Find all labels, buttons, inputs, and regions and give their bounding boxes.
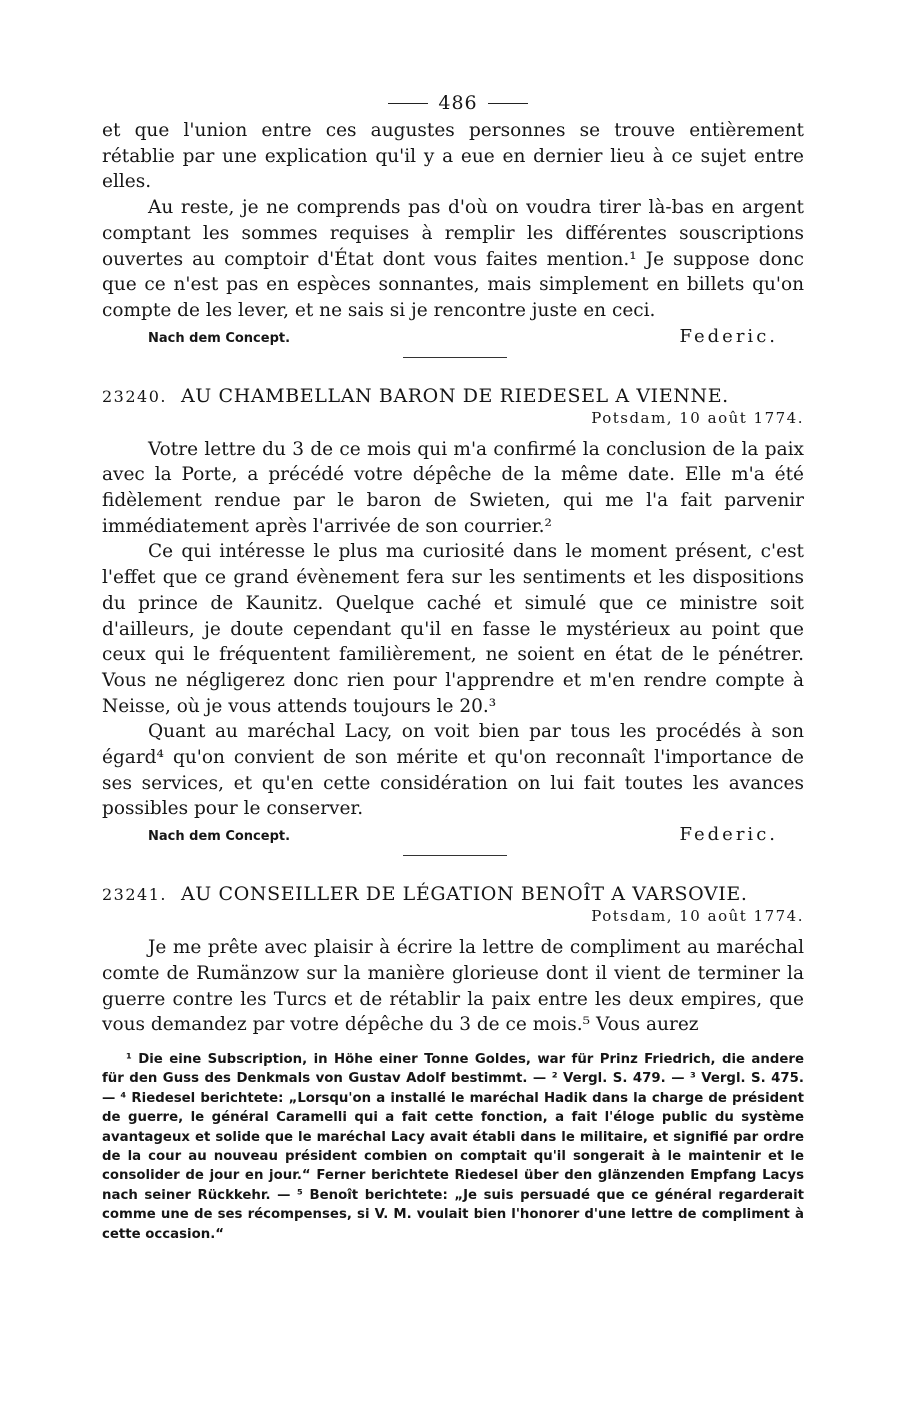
header-rule-right — [488, 103, 528, 104]
header-rule-left — [388, 103, 428, 104]
letter-dateline: Potsdam, 10 août 1774. — [591, 408, 804, 427]
letter-heading — [102, 883, 804, 905]
letter-paragraph: Votre lettre du 3 de ce mois qui m'a confirmé la conclusion de la paix avec la Porte, a précédé votre dépêche de la même date. Elle m'a été fidèlement rendue par le baron de Swieten, qui me l'a fait parvenir immédiatement après l'arrivée de son courrier.² — [102, 438, 804, 537]
page-header — [112, 88, 804, 118]
letter-title: AU CONSEILLER DE LÉGATION BENOÎT A VARSOVIE. — [180, 883, 748, 906]
letter-paragraph: Ce qui intéresse le plus ma curiosité dans le moment présent, c'est l'effet que ce grand évènement fera sur les sentiments et les dispositions du prince de Kaunitz. Quelque caché et simulé que ce ministre soit d'ailleurs, je doute cependant qu'il en fasse le mystérieux au point que ceux qui le fréquentent familièrement, ne soient en état de le pénétrer. Vous ne négligerez donc rien pour l'apprendre et m'en rendre compte à Neisse, où je vous attends toujours le 20.³ — [102, 541, 804, 717]
signature: Federic. — [679, 325, 778, 347]
separator-rule — [403, 357, 507, 358]
footnotes: ¹ Die eine Subscription, in Höhe einer Tonne Goldes, war für Prinz Friedrich, die andere für den Guss des Denkmals von Gustav Adolf bestimmt. — ² Vergl. S. 479. — ³ Vergl. S. 475. — ⁴ Riedesel berichtete: „Lorsqu'on a installé le maréchal Hadik dans la charge de président de guerre, le général Caramelli qui a fait cette fonction, a fait l'éloge public du système avantageux et solide que le maréchal Lacy avait établi dans le militaire, et signifié par ordre de la cour au nouveau président combien on comptait qu'il songerait à le maintenir et le consolider de jour en jour.“ Ferner berichtete Riedesel über den glänzenden Empfang Lacys nach seiner Rückkehr. — ⁵ Benoît berichtete: „Je suis persuadé que ce général regarderait comme une de ses récompenses, si V. M. voulait bien l'honorer d'une lettre de compliment à cette occasion.“ — [102, 1051, 804, 1242]
separator-rule — [403, 855, 507, 856]
letter-number: 23241. — [102, 885, 167, 905]
letter-paragraph: Je me prête avec plaisir à écrire la lettre de compliment au maréchal comte de Rumänzow sur la manière glorieuse dont il vient de terminer la guerre contre les Turcs et de rétablir la paix entre les deux empires, que vous demandez par votre dépêche du 3 de ce mois.⁵ Vous aurez — [102, 937, 804, 1036]
signature: Federic. — [679, 824, 778, 846]
opening-paragraph-2: Au reste, je ne comprends pas d'où on voudra tirer là-bas en argent comptant les sommes requises à remplir les différentes souscriptions ouvertes au comptoir d'État dont vous faites mention.¹ Je suppose donc que ce n'est pas en espèces sonnantes, mais simplement en billets qu'on compte de les lever, et ne sais si je rencontre juste en ceci. — [102, 197, 804, 321]
letter-number: 23240. — [102, 386, 167, 406]
letter-heading — [102, 385, 804, 407]
page-body — [102, 88, 804, 1244]
opening-paragraph-1: et que l'union entre ces augustes personnes se trouve entièrement rétablie par une explication qu'il y a eue en dernier lieu à ce sujet entre elles. — [102, 120, 804, 193]
opening-signature-row — [102, 326, 804, 347]
letter-paragraph: Quant au maréchal Lacy, on voit bien par tous les procédés à son égard⁴ qu'on convient de son mérite et qu'on reconnaît l'importance de ses services, et qu'en cette considération on lui fait toutes les avances possibles pour le conserver. — [102, 721, 804, 820]
letter-title: AU CHAMBELLAN BARON DE RIEDESEL A VIENNE. — [180, 384, 729, 407]
source-note: Nach dem Concept. — [148, 829, 291, 845]
letter-dateline: Potsdam, 10 août 1774. — [591, 907, 804, 926]
letter-signature-row — [102, 824, 804, 845]
source-note: Nach dem Concept. — [148, 330, 291, 346]
page-number: 486 — [438, 92, 478, 114]
